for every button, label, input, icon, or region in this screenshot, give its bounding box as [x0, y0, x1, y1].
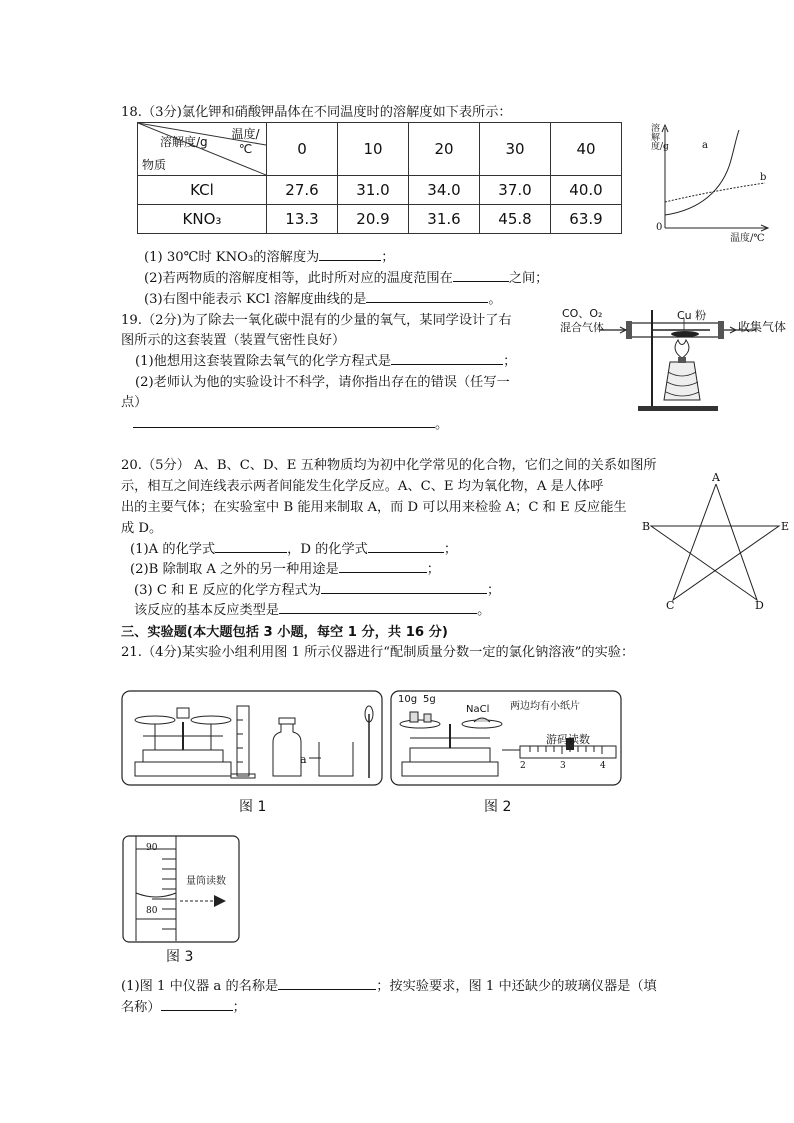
temp-cell: 30 — [480, 123, 551, 176]
flame — [675, 340, 689, 358]
cu-powder-label: Cu 粉 — [677, 309, 707, 322]
alcohol-lamp — [664, 362, 700, 400]
substance-name: KNO₃ — [138, 205, 267, 234]
mark-90: 90 — [146, 843, 158, 853]
q19-stem-line1: 19.（2分)为了除去一氧化碳中混有的少量的氧气，某同学设计了右 — [121, 313, 512, 328]
lamp-wick — [678, 357, 686, 363]
table-row — [138, 176, 622, 205]
q18-sub1: (1) 30℃时 KNO₃的溶解度为 ； — [144, 246, 394, 265]
temp-cell: 0 — [267, 123, 338, 176]
rider-tick-3: 3 — [560, 761, 566, 771]
weight-5g — [424, 714, 431, 722]
rider-reading-label: 游码读数 — [546, 733, 590, 746]
q21-sub1-line1: (1)图 1 中仪器 a 的名称是 ；按实验要求，图 1 中还缺少的玻璃仪器是（填 — [121, 975, 657, 994]
reagent-bottle — [273, 724, 301, 776]
balance-base — [402, 762, 498, 776]
label-a: a — [300, 753, 307, 766]
figure-1-caption: 图 1 — [239, 799, 267, 815]
table-cell: 31.6 — [409, 205, 480, 234]
answer-blank[interactable] — [366, 289, 488, 303]
balance-base — [135, 762, 231, 776]
table-cell: 45.8 — [480, 205, 551, 234]
solubility-graph — [645, 120, 775, 245]
q19-sub2-line2: 点） — [121, 395, 148, 410]
table-corner-header — [138, 123, 267, 176]
rider-tick-2: 2 — [520, 761, 526, 771]
balance-body — [143, 750, 223, 762]
star-node-c: C — [666, 599, 675, 612]
graph-xlabel: 温度/℃ — [730, 233, 765, 244]
beaker-a — [319, 742, 353, 776]
temp-cell: 40 — [551, 123, 622, 176]
balance-pan-left — [400, 720, 440, 728]
q21-sub1-line2: 名称） ； — [121, 996, 246, 1015]
table-cell: 27.6 — [267, 176, 338, 205]
star-diagram — [640, 470, 790, 615]
star-node-d: D — [755, 599, 764, 612]
solubility-table — [137, 122, 622, 234]
cylinder-reading-label: 量筒读数 — [186, 876, 226, 887]
q21-stem: 21.（4分)某实验小组利用图 1 所示仪器进行“配制质量分数一定的氯化钠溶液”的实验： — [121, 645, 635, 660]
q18-sub3: (3)右图中能表示 KCl 溶解度曲线的是 。 — [144, 288, 502, 307]
header-substance: 物质 — [142, 158, 167, 172]
q20-sub2: (2)B 除制取 A 之外的另一种用途是 ； — [130, 558, 440, 577]
answer-blank[interactable] — [278, 976, 376, 990]
header-temp: 温度/℃ — [231, 127, 260, 156]
table-cell: 20.9 — [338, 205, 409, 234]
table-cell: 40.0 — [551, 176, 622, 205]
temp-cell: 20 — [409, 123, 480, 176]
answer-blank[interactable] — [339, 559, 427, 573]
balance-body — [410, 748, 490, 762]
q19-sub2-line1: (2)老师认为他的实验设计不科学，请你指出存在的错误（任写一 — [135, 375, 510, 390]
header-solubility: 溶解度/g — [160, 135, 208, 149]
answer-blank[interactable] — [215, 539, 287, 553]
table-cell: 63.9 — [551, 205, 622, 234]
substance-name: KCl — [138, 176, 267, 205]
mark-80: 80 — [146, 906, 158, 916]
star-node-a: A — [712, 471, 720, 484]
figure-2-caption: 图 2 — [484, 799, 512, 815]
nacl-pile — [474, 718, 490, 722]
figure-3-frame — [123, 836, 239, 942]
gas-in-bottom: 混合气体 — [560, 321, 604, 334]
temp-cell: 10 — [338, 123, 409, 176]
weight-10g-label: 10g — [398, 694, 418, 705]
graph-origin: 0 — [656, 222, 663, 233]
q18-sub2: (2)若两物质的溶解度相等，此时所对应的温度范围在 之间； — [144, 267, 548, 286]
q20-sub3: (3) C 和 E 反应的化学方程式为 ； — [134, 579, 500, 598]
table-cell: 31.0 — [338, 176, 409, 205]
nacl-label: NaCl — [466, 704, 490, 715]
answer-blank[interactable] — [133, 414, 435, 428]
bottle-stopper — [279, 718, 295, 724]
answer-blank[interactable] — [368, 539, 444, 553]
q19-stem-line2: 图所示的这套装置（装置气密性良好） — [121, 333, 346, 348]
table-row — [138, 205, 622, 234]
answer-blank[interactable] — [279, 600, 477, 614]
curve-a-label: a — [702, 140, 708, 151]
q20-stem-line2: 示，相互之间连线表示两者间能发生化学反应。A、C、E 均为氧化物，A 是人体呼 — [121, 479, 604, 494]
gas-out-label: 收集气体 — [738, 320, 787, 334]
answer-blank[interactable] — [161, 997, 233, 1011]
weight-10g — [410, 712, 418, 722]
stopper-right — [718, 321, 724, 339]
eye-icon — [214, 895, 226, 907]
figure-1-frame — [122, 691, 382, 785]
figure-3 — [122, 835, 240, 943]
q20-stem-line4: 成 D。 — [121, 521, 163, 536]
stand-base — [638, 406, 718, 411]
q19-sub1: (1)他想用这套装置除去氧气的化学方程式是 ； — [135, 350, 516, 369]
q19-sub2-answer: 。 — [133, 413, 448, 432]
answer-blank[interactable] — [319, 247, 381, 261]
graph-ylabel: 溶解度/g — [651, 124, 669, 152]
rider-tick-4: 4 — [600, 761, 606, 771]
q18-stem: 18.（3分)氯化钾和硝酸钾晶体在不同温度时的溶解度如下表所示： — [121, 105, 512, 120]
answer-blank[interactable] — [453, 268, 509, 282]
q20-sub4: 该反应的基本反应类型是 。 — [134, 599, 490, 618]
figure-3-caption: 图 3 — [166, 949, 194, 965]
table-cell: 34.0 — [409, 176, 480, 205]
section-heading: 三、实验题(本大题包括 3 小题，每空 1 分，共 16 分) — [121, 625, 448, 640]
balance-pointer-box — [177, 708, 189, 718]
weight-5g-label: 5g — [423, 694, 436, 705]
paper-label: 两边均有小纸片 — [510, 701, 580, 712]
figure-1 — [121, 690, 383, 786]
star-node-e: E — [781, 520, 790, 533]
q20-stem-line3: 出的主要气体；在实验室中 B 能用来制取 A，而 D 可以用来检验 A；C 和 E 反应能生 — [121, 500, 627, 515]
answer-blank[interactable] — [391, 351, 503, 365]
table-cell: 13.3 — [267, 205, 338, 234]
table-cell: 37.0 — [480, 176, 551, 205]
q20-stem-line1: 20.（5分） A、B、C、D、E 五种物质均为初中化学常见的化合物，它们之间的关系如图所 — [121, 458, 657, 473]
measuring-cylinder — [237, 706, 249, 776]
balance-pan-right — [191, 716, 231, 724]
q20-sub1: (1)A 的化学式 ，D 的化学式 ； — [130, 538, 457, 557]
cu-powder — [671, 331, 699, 337]
curve-b-label: b — [760, 172, 767, 183]
meniscus — [136, 893, 176, 897]
star-node-b: B — [642, 520, 651, 533]
balance-pan-left — [135, 716, 175, 724]
curve-b — [665, 183, 765, 202]
star-lines — [651, 484, 779, 600]
answer-blank[interactable] — [321, 580, 487, 594]
gas-in-top: CO、O₂ — [562, 307, 603, 320]
